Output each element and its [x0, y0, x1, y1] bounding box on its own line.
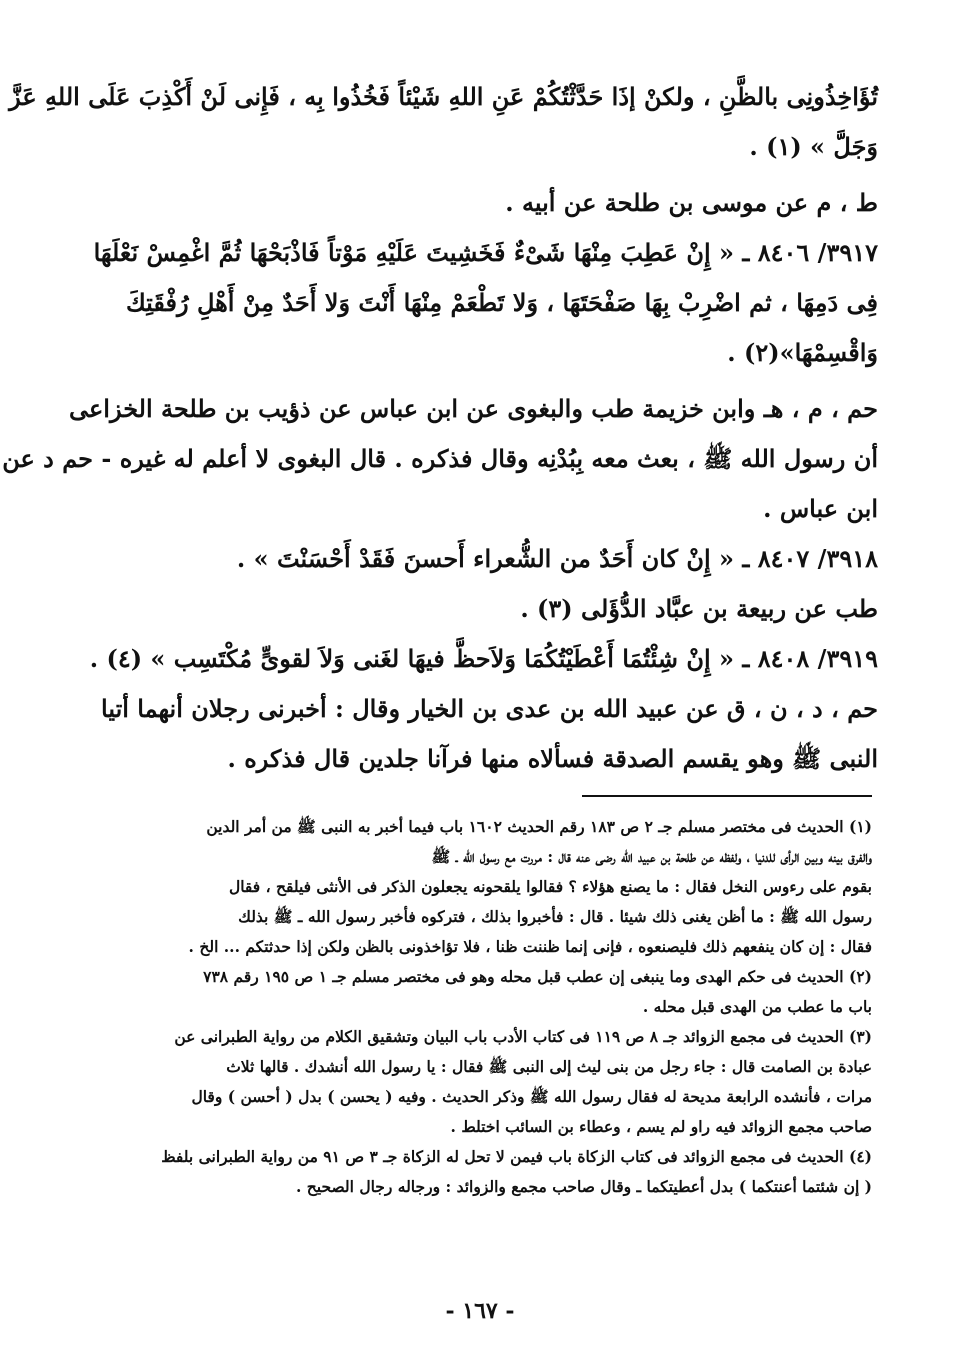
- text-line: تُؤَاخِذُونِى بالظَّنِ ، ولكنْ إذَا حَدَّثْتُكُمْ عَنِ اللهِ شَيْئاً فَخُذُوا بِه ، فَإِنى لَنْ أَكْذِبَ عَلَى اللهِ عَزَّ: [9, 82, 878, 111]
- footnote-line: (١) الحديث فى مختصر مسلم جـ ٢ ص ١٨٣ رقم الحديث ١٦٠٢ باب فيما أخبر به النبى ﷺ من أمر الدين: [206, 817, 872, 836]
- main-text: [2, 72, 878, 784]
- page-number: - ١٦٧ -: [445, 1298, 515, 1324]
- footnote-line: ( إن شئتما أعنتكما ) بدل أعطيتكما ـ وقال صاحب مجمع والزوائد : ورجاله رجال الصحيح .: [295, 1177, 872, 1196]
- text-line: فِى دَمِهَا ، ثم اضْرِبْ بِهَا صَفْحَتَهَا ، وَلا تَطْعَمْ مِنْهَا أَنْتَ وَلا أَحَدٌ مِنْ أَهْلِ رُفْقَتِكَ: [125, 288, 878, 317]
- footnote-line: صاحب مجمع الزوائد فيه راو لم يسم ، وعطاء بن السائب اختلط .: [450, 1117, 872, 1136]
- text-line: ابن عباس .: [763, 494, 878, 523]
- footnote-line: (٤) الحديث فى مجمع الزوائد فى كتاب الزكاة باب فيمن لا تحل له الزكاة جـ ٣ ص ٩١ من رواية الطبرانى بلفظ: [161, 1147, 872, 1166]
- footnote-line: عبادة بن الصامت قال : جاء رجل من بنى ليث إلى النبى ﷺ فقال : يا رسول الله أنشدك . قالها ثلاث: [226, 1057, 872, 1076]
- hadith-3917: ٣٩١٧/ ٨٤٠٦ ـ « إِنْ عَطِبَ مِنْهَا شَىْءٌ فَخَشِيتَ عَلَيْهِ مَوْتاً فَاذْبَحْهَا ثُمَّ اغْمِسْ نَعْلَهَا: [93, 238, 878, 267]
- text-line: وَجَلَّ » (١) .: [749, 132, 878, 161]
- hadith-3918: ٣٩١٨/ ٨٤٠٧ ـ « إِنْ كان أَحَدٌ من الشُّعراء أَحسنَ فَقَدْ أَحْسَنْتَ » .: [236, 544, 878, 573]
- text-line: طب عن ربيعة بن عبَّاد الدُّؤَلى (٣) .: [520, 594, 878, 623]
- footnote-line: رسول الله ﷺ : ما أظن يغنى ذلك شيئا . قال : فأخبروا بذلك ، فتركوه فأخبر رسول الله ـ ﷺ بذلك: [238, 907, 872, 926]
- footnote-line: (٢) الحديث فى حكم الهدى وما ينبغى إن عطب قبل محله وهو فى مختصر مسلم جـ ١ ص ١٩٥ رقم ٧٣٨: [203, 967, 872, 986]
- footnote-line: بقوم على رءوس النخل فقال : ما يصنع هؤلاء ؟ فقالوا يلقحونه يجعلون الذكر فى الأنثى فيلقح ، فقال: [228, 877, 872, 896]
- text-line: أن رسول الله ﷺ ، بعث معه بِبُدْنِه وقال فذكره . قال البغوى لا أعلم له غيره - حم د عن: [2, 444, 878, 473]
- footnote-line: (٣) الحديث فى مجمع الزوائد جـ ٨ ص ١١٩ فى كتاب الأدب باب البيان وتشقيق الكلام من رواية الطبرانى عن: [174, 1027, 872, 1046]
- footnote-line: فقال : إن كان ينفعهم ذلك فليصنعوه ، فإنى إنما ظننت ظنا ، فلا تؤاخذونى بالظن ولكن إذا حدثتكم ... الخ .: [188, 937, 872, 956]
- footnote-line: مرات ، فأنشده الرابعة مديحة له فقال رسول الله ﷺ وذكر الحديث . وفيه ( يحسن ) بدل ( أحسن ) وقال: [191, 1087, 872, 1106]
- footnote-divider: [582, 795, 872, 797]
- footnote-line: باب ما عطب من الهدى قبل محله .: [642, 997, 872, 1016]
- footnotes: [100, 812, 872, 1202]
- footnote-line: والفرق بينه وبين الرأى للدنيا ، ولفظه عن طلحة بن عبيد الله رضى عنه قال : مررت مع رسول الله ـ ﷺ: [431, 847, 872, 866]
- text-line: حم ، د ، ن ، ق عن عبيد الله بن عدى بن الخيار وقال : أخبرنى رجلان أنهما أتيا: [101, 694, 878, 723]
- text-line: حم ، م ، هـ وابن خزيمة طب والبغوى عن ابن عباس عن ذؤيب بن طلحة الخزاعى: [68, 394, 878, 423]
- text-line: النبى ﷺ وهو يقسم الصدقة فسألاه منها فرآنا جلدين قال فذكره .: [227, 744, 878, 773]
- text-line: ط ، م عن موسى بن طلحة عن أبيه .: [505, 188, 878, 217]
- hadith-3919: ٣٩١٩/ ٨٤٠٨ ـ « إِنْ شِئْتُمَا أَعْطَيْتُكُمَا وَلاَحظَّ فيهَا لغَنى وَلاَ لقوىٍّ مُكْتَسِب » (٤) .: [89, 644, 878, 673]
- text-line: وَاقْسِمْهَا»(٢) .: [727, 338, 878, 367]
